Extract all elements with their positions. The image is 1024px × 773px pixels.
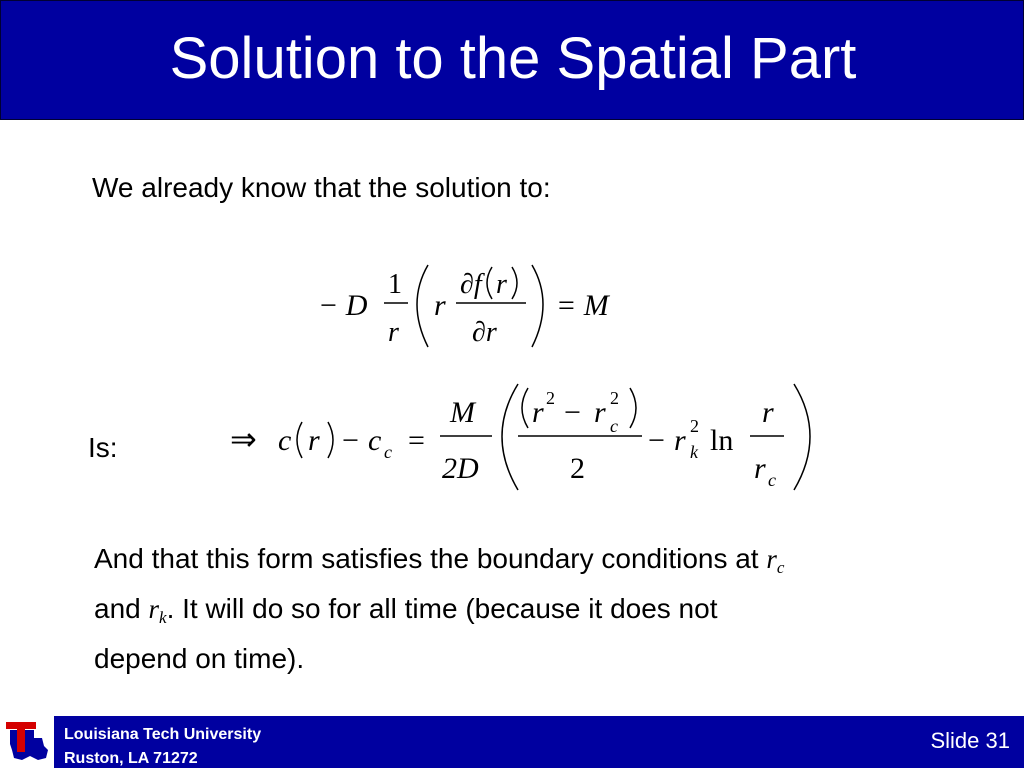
eq2-c: c [278,424,292,457]
eq1-frac-num: 1 [388,269,402,300]
footer-location: Ruston, LA 71272 [64,750,198,767]
eq2-r: r [308,424,320,457]
eq2-equals: = [408,424,425,457]
eq1-frac-den: r [388,317,399,348]
eq2-exp-2c: 2 [690,416,699,436]
eq2-big-paren-open [502,384,518,490]
eq2-minus-3: − [648,424,665,457]
eq1-r-in-paren: r [496,269,507,300]
eq1-small-left-paren [487,267,492,299]
eq1-minus-d: − D [318,289,368,322]
footer-university: Louisiana Tech University [64,726,262,743]
eq2-r-sq: r [532,396,544,429]
eq2-sub-c2: c [610,416,618,436]
eq1-partial-den: ∂r [472,317,497,348]
boundary-paragraph [94,538,954,679]
eq2-sub-c3: c [768,470,776,490]
eq2-big-paren-close [794,384,810,490]
eq1-right-paren [532,265,543,347]
equation-diffusion [310,255,630,355]
eq1-small-right-paren [512,267,517,299]
slide-title: Solution to the Spatial Part [169,26,857,91]
para-line-3: depend on time). [94,643,305,674]
eq2-paren-open-2 [522,388,528,428]
eq2-minus-2: − [564,396,581,429]
eq1-partial-num: ∂f [460,269,482,300]
equation-solution [228,380,818,495]
eq2-paren-open-1 [297,422,302,458]
title-bar [0,0,1024,120]
eq1-left-paren [417,265,428,347]
eq2-implies: ⇒ [230,421,257,457]
eq2-minus: − [342,424,359,457]
footer-bar [0,716,1024,768]
eq2-sub-k: k [690,442,698,462]
eq2-rc-den: r [754,452,766,485]
eq2-m: M [450,396,475,429]
eq2-r-num: r [762,396,774,429]
university-logo [0,716,54,768]
t-stem-icon [17,722,25,752]
eq2-c2: c [368,424,382,457]
eq2-2d: 2D [442,452,479,485]
louisiana-shape-icon [10,730,48,760]
eq2-rc-sq: r [594,396,606,429]
para-line-2: and $r_k$. It will do so for all time (because it does not [94,593,718,627]
eq2-exp-2: 2 [546,388,555,408]
eq1-r: r [434,289,446,322]
para-line-1: And that this form satisfies the boundary conditions at $r_c$ [94,543,785,577]
eq2-ln: ln [710,424,734,457]
intro-text: We already know that the solution to: [92,172,551,203]
eq2-sub-c: c [384,442,392,462]
eq2-paren-close-1 [328,422,333,458]
eq2-paren-close-2 [630,388,636,428]
eq2-exp-2b: 2 [610,388,619,408]
is-label: Is: [88,432,118,463]
slide-number: Slide 31 [930,728,1010,753]
eq1-equals-m: = M [556,289,609,322]
eq2-two: 2 [570,452,585,485]
eq2-rk: r [674,424,686,457]
